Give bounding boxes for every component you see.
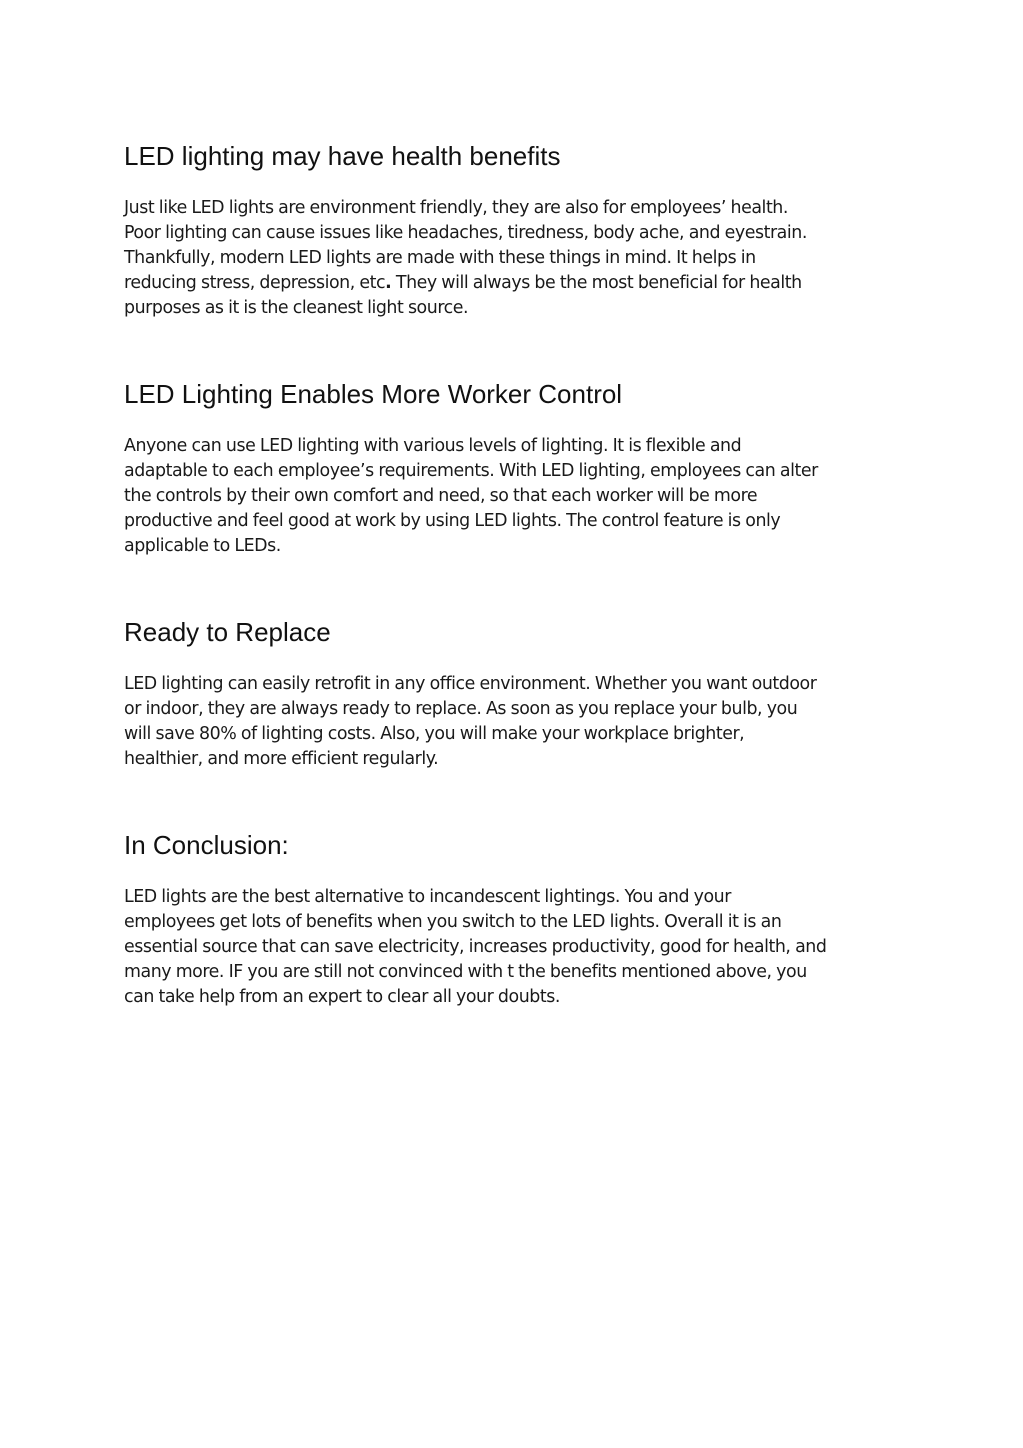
section-heading: LED lighting may have health benefits xyxy=(124,141,561,171)
paragraph-line: the controls by their own comfort and need, so that each worker will be more xyxy=(124,486,758,506)
paragraph-line: will save 80% of lighting costs. Also, you will make your workplace brighter, xyxy=(124,724,745,744)
section-ready-to-replace xyxy=(124,616,904,772)
paragraph-line: Poor lighting can cause issues like headaches, tiredness, body ache, and eyestrain. xyxy=(124,223,807,243)
bold-period: . xyxy=(385,273,392,293)
section-conclusion xyxy=(124,829,904,1010)
paragraph-line: applicable to LEDs. xyxy=(124,536,281,556)
paragraph-line: employees get lots of benefits when you switch to the LED lights. Overall it is an xyxy=(124,912,782,932)
section-worker-control xyxy=(124,378,904,559)
paragraph-line: productive and feel good at work by using LED lights. The control feature is only xyxy=(124,511,781,531)
paragraph-line: LED lighting can easily retrofit in any office environment. Whether you want outdoor xyxy=(124,674,817,694)
paragraph-line: Thankfully, modern LED lights are made with these things in mind. It helps in xyxy=(124,248,756,268)
section-paragraph xyxy=(124,672,904,772)
paragraph-line: essential source that can save electricity, increases productivity, good for health, and xyxy=(124,937,827,957)
section-heading: LED Lighting Enables More Worker Control xyxy=(124,379,623,409)
section-heading: In Conclusion: xyxy=(124,830,289,860)
paragraph-line: adaptable to each employee’s requirements. With LED lighting, employees can alter xyxy=(124,461,818,481)
paragraph-line: or indoor, they are always ready to replace. As soon as you replace your bulb, you xyxy=(124,699,798,719)
paragraph-line: purposes as it is the cleanest light source. xyxy=(124,298,469,318)
paragraph-line: LED lights are the best alternative to incandescent lightings. You and your xyxy=(124,887,731,907)
paragraph-line: Just like LED lights are environment friendly, they are also for employees’ health. xyxy=(124,198,788,218)
section-heading: Ready to Replace xyxy=(124,617,331,647)
paragraph-line xyxy=(124,271,904,296)
paragraph-line: can take help from an expert to clear all your doubts. xyxy=(124,987,560,1007)
section-health-benefits xyxy=(124,140,904,321)
line-text: reducing stress, depression, etc xyxy=(124,273,386,293)
paragraph-line: healthier, and more efficient regularly. xyxy=(124,749,439,769)
section-paragraph xyxy=(124,434,904,559)
section-paragraph xyxy=(124,885,904,1010)
section-paragraph xyxy=(124,196,904,321)
line-text: They will always be the most beneficial for health xyxy=(391,273,802,293)
paragraph-line: many more. IF you are still not convinced with t the benefits mentioned above, you xyxy=(124,962,807,982)
paragraph-line: Anyone can use LED lighting with various levels of lighting. It is flexible and xyxy=(124,436,742,456)
